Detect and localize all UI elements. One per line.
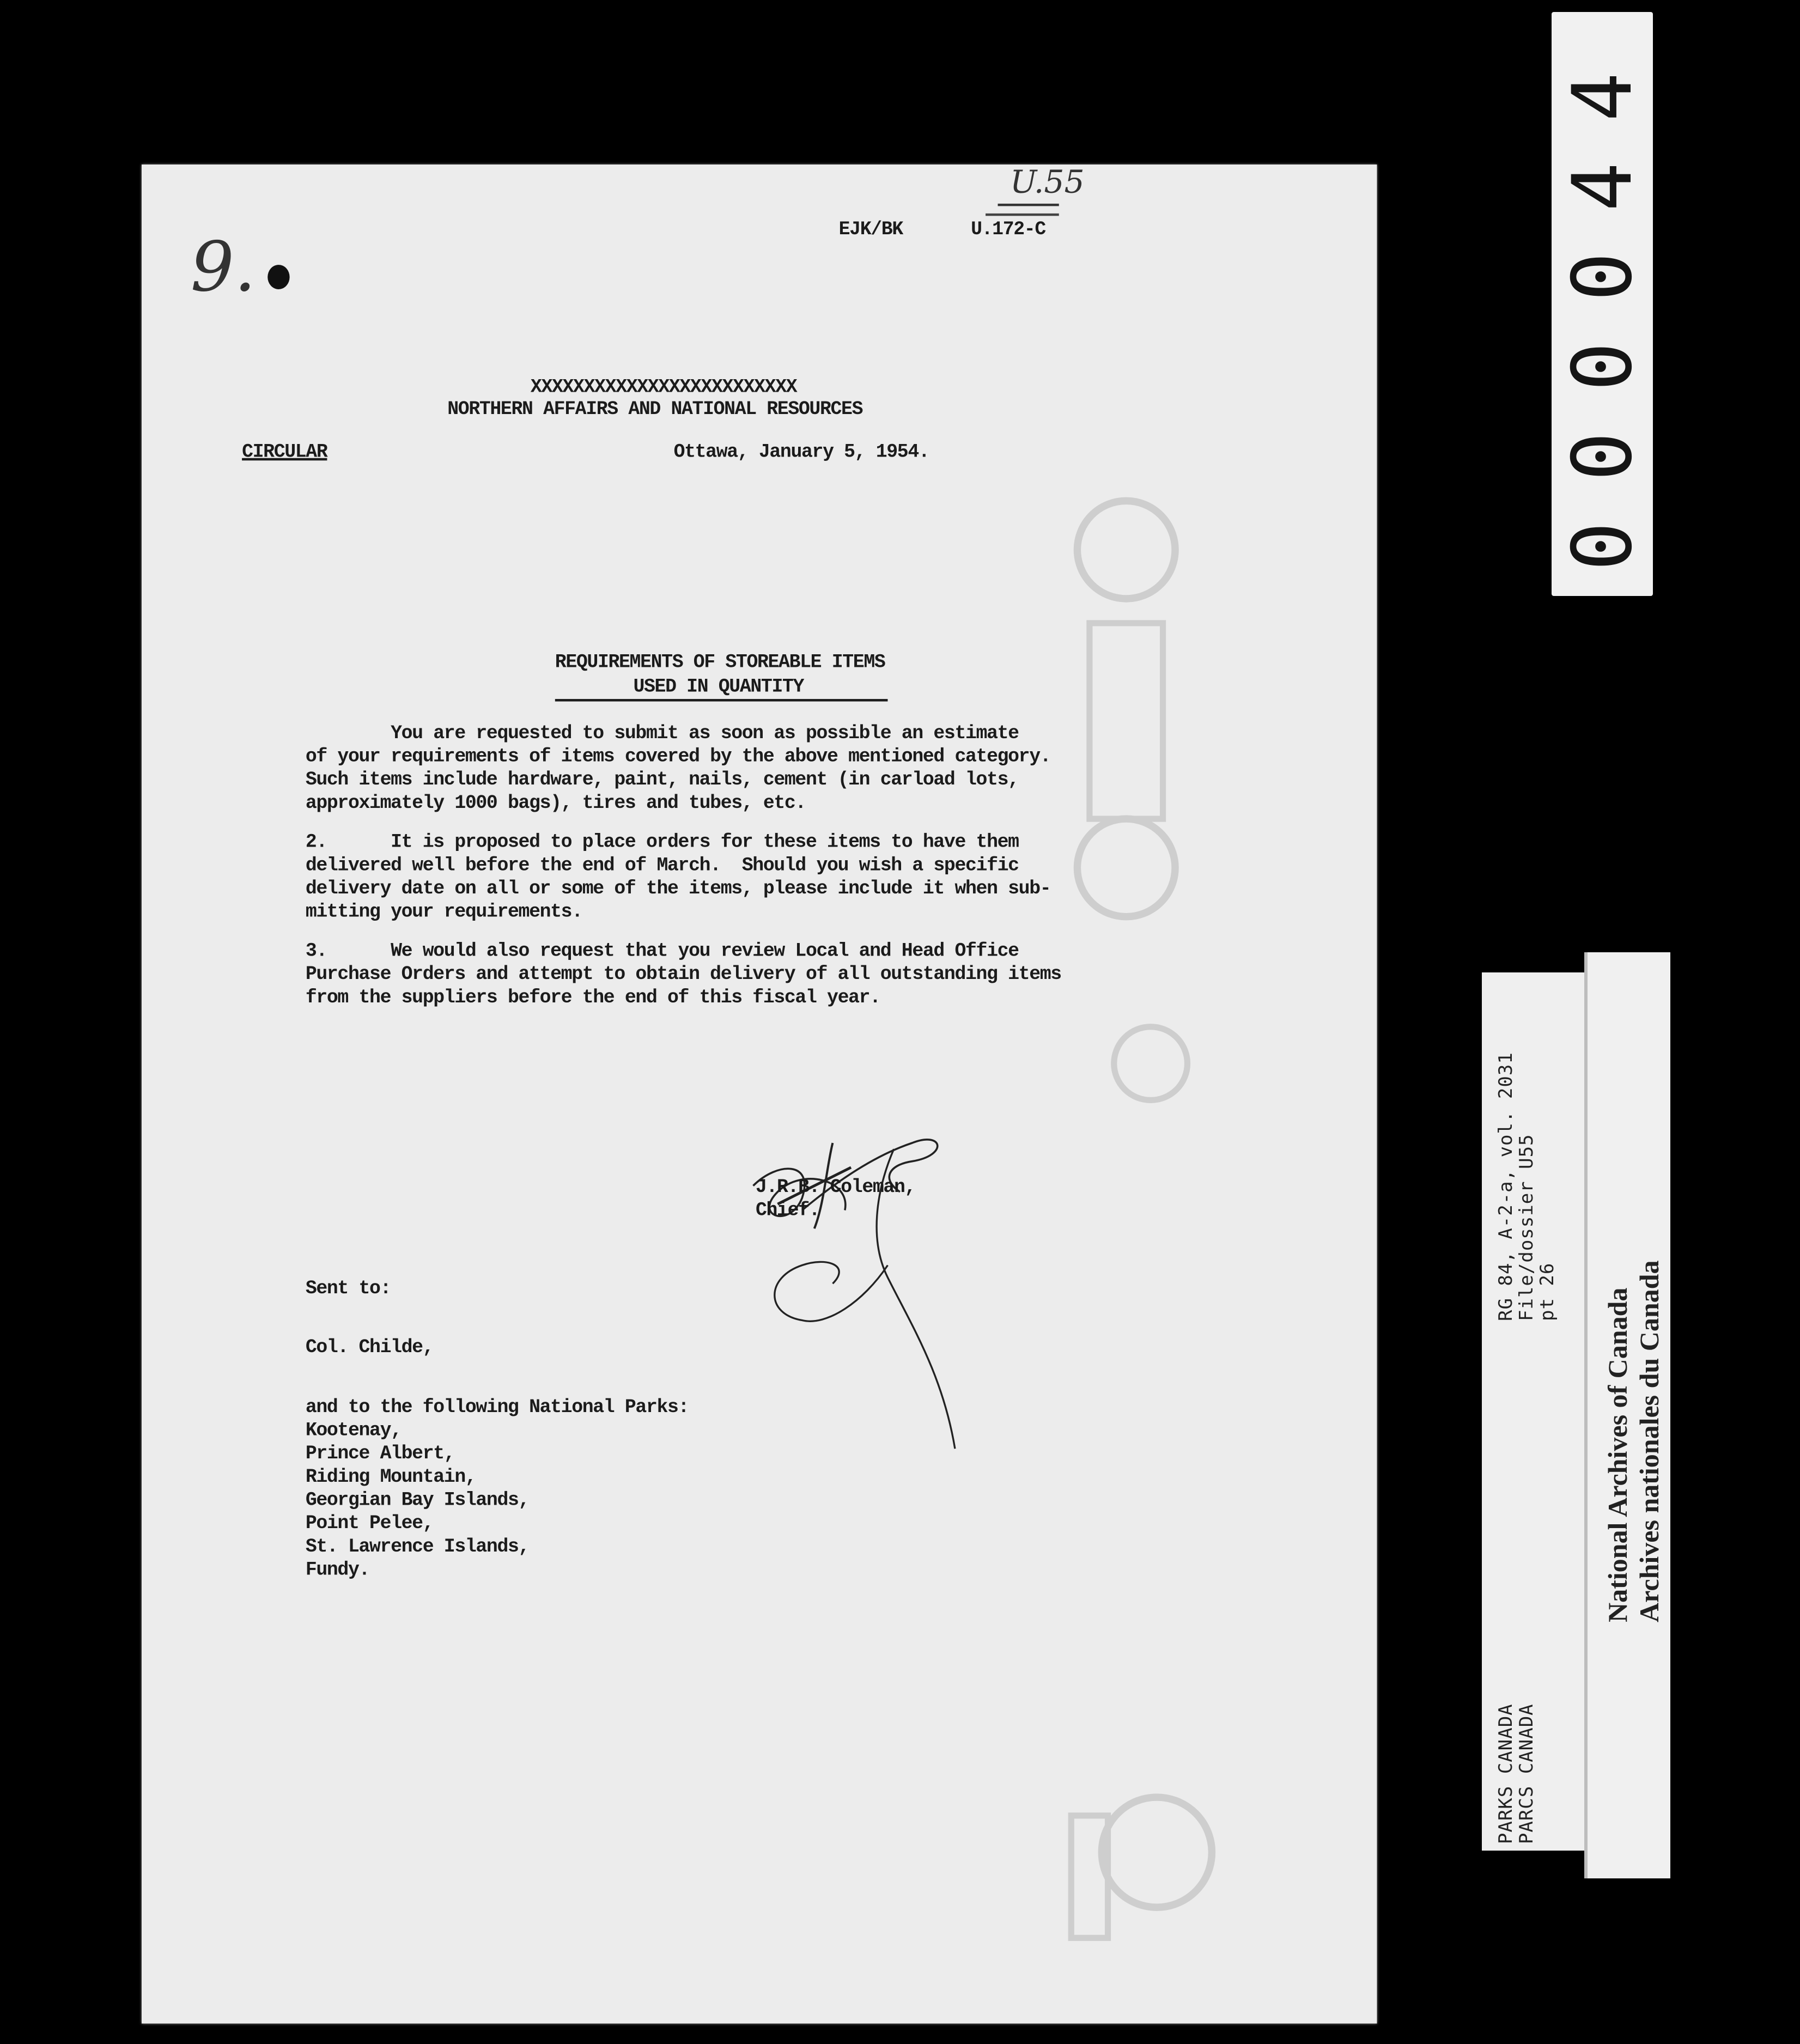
sent-to-label: Sent to: — [305, 1277, 391, 1300]
park-list-item: St. Lawrence Islands, — [305, 1535, 530, 1558]
paragraph-line: 3. We would also request that you review Local and Head Office — [305, 940, 1019, 962]
file-ref: File/dossier U55 — [1516, 1134, 1537, 1321]
paragraph-line: delivered well before the end of March. Should you wish a specific — [305, 854, 1019, 877]
handwritten-file-ref: U.55 — [1010, 165, 1085, 202]
file-reference: U.172-C — [971, 218, 1045, 241]
park-list-item: Georgian Bay Islands, — [305, 1489, 530, 1511]
margin-note: 9. — [190, 228, 256, 308]
paragraph-1 — [306, 722, 1050, 816]
handwritten-underline-2 — [986, 214, 1059, 215]
frame-digit: 0 — [1555, 431, 1650, 482]
paragraph-line: of your requirements of items covered by the above mentioned category. — [305, 745, 1051, 768]
paragraph-2 — [306, 831, 1050, 924]
recipient: Col. Childe, — [305, 1336, 434, 1359]
agency-en: PARKS CANADA — [1495, 1704, 1517, 1844]
parks-intro: and to the following National Parks: — [305, 1396, 689, 1419]
struck-out-line: XXXXXXXXXXXXXXXXXXXXXXXXX — [530, 376, 797, 398]
signatory-name: J.R.B. Coleman, — [755, 1176, 916, 1199]
frame-digit: 0 — [1555, 521, 1650, 571]
handwritten-underline — [998, 204, 1059, 206]
frame-digit: 0 — [1555, 342, 1650, 392]
agency-fr: PARCS CANADA — [1516, 1704, 1537, 1844]
paragraph-line: mitting your requirements. — [305, 901, 582, 923]
national-archives-label — [1584, 952, 1670, 1878]
document-page — [142, 165, 1377, 2023]
handwritten-signature — [729, 1094, 1023, 1461]
subject-title-line-2: USED IN QUANTITY — [633, 676, 804, 698]
stamp-watermark-lower — [1047, 1767, 1230, 1962]
frame-digit: 0 — [1555, 252, 1650, 302]
department-heading: NORTHERN AFFAIRS AND NATIONAL RESOURCES — [447, 398, 863, 421]
collection-ref: RG 84, A-2-a, vol. 2031 — [1495, 1052, 1517, 1321]
subject-title-line-1: REQUIREMENTS OF STOREABLE ITEMS — [555, 651, 885, 673]
signatory-title: Chief. — [755, 1199, 820, 1221]
park-list-item: Riding Mountain, — [305, 1465, 476, 1488]
reference-initials: EJK/BK — [838, 218, 903, 241]
frame-counter — [1552, 12, 1653, 596]
paragraph-line: Such items include hardware, paint, nails, cement (in carload lots, — [305, 769, 1019, 791]
frame-digit: 4 — [1555, 72, 1650, 122]
paragraph-line: from the suppliers before the end of this fiscal year. — [305, 986, 880, 1009]
paragraph-line: You are requested to submit as soon as possible an estimate — [305, 722, 1019, 745]
archives-name-fr: Archives nationales du Canada — [1634, 1260, 1664, 1622]
paragraph-3 — [306, 940, 1061, 1009]
stamp-watermark — [1053, 476, 1237, 1161]
dateline: Ottawa, January 5, 1954. — [673, 441, 929, 463]
park-list-item: Prince Albert, — [305, 1443, 455, 1465]
paragraph-line: 2. It is proposed to place orders for these items to have them — [305, 831, 1019, 853]
paragraph-line: Purchase Orders and attempt to obtain delivery of all outstanding items — [305, 963, 1061, 986]
paragraph-line: approximately 1000 bags), tires and tubes, etc. — [305, 792, 806, 814]
archives-name-en: National Archives of Canada — [1602, 1287, 1633, 1622]
ink-dot — [267, 265, 289, 289]
park-list-item: Point Pelee, — [305, 1512, 434, 1535]
park-list-item: Kootenay, — [305, 1419, 402, 1441]
frame-digit: 4 — [1555, 162, 1650, 212]
document-type: CIRCULAR — [242, 441, 327, 463]
archive-reference-label — [1482, 972, 1590, 1851]
part-ref: pt 26 — [1536, 1262, 1558, 1321]
paragraph-line: delivery date on all or some of the items, please include it when sub- — [305, 877, 1051, 900]
park-list-item: Fundy. — [305, 1559, 370, 1581]
title-underline — [555, 699, 888, 701]
